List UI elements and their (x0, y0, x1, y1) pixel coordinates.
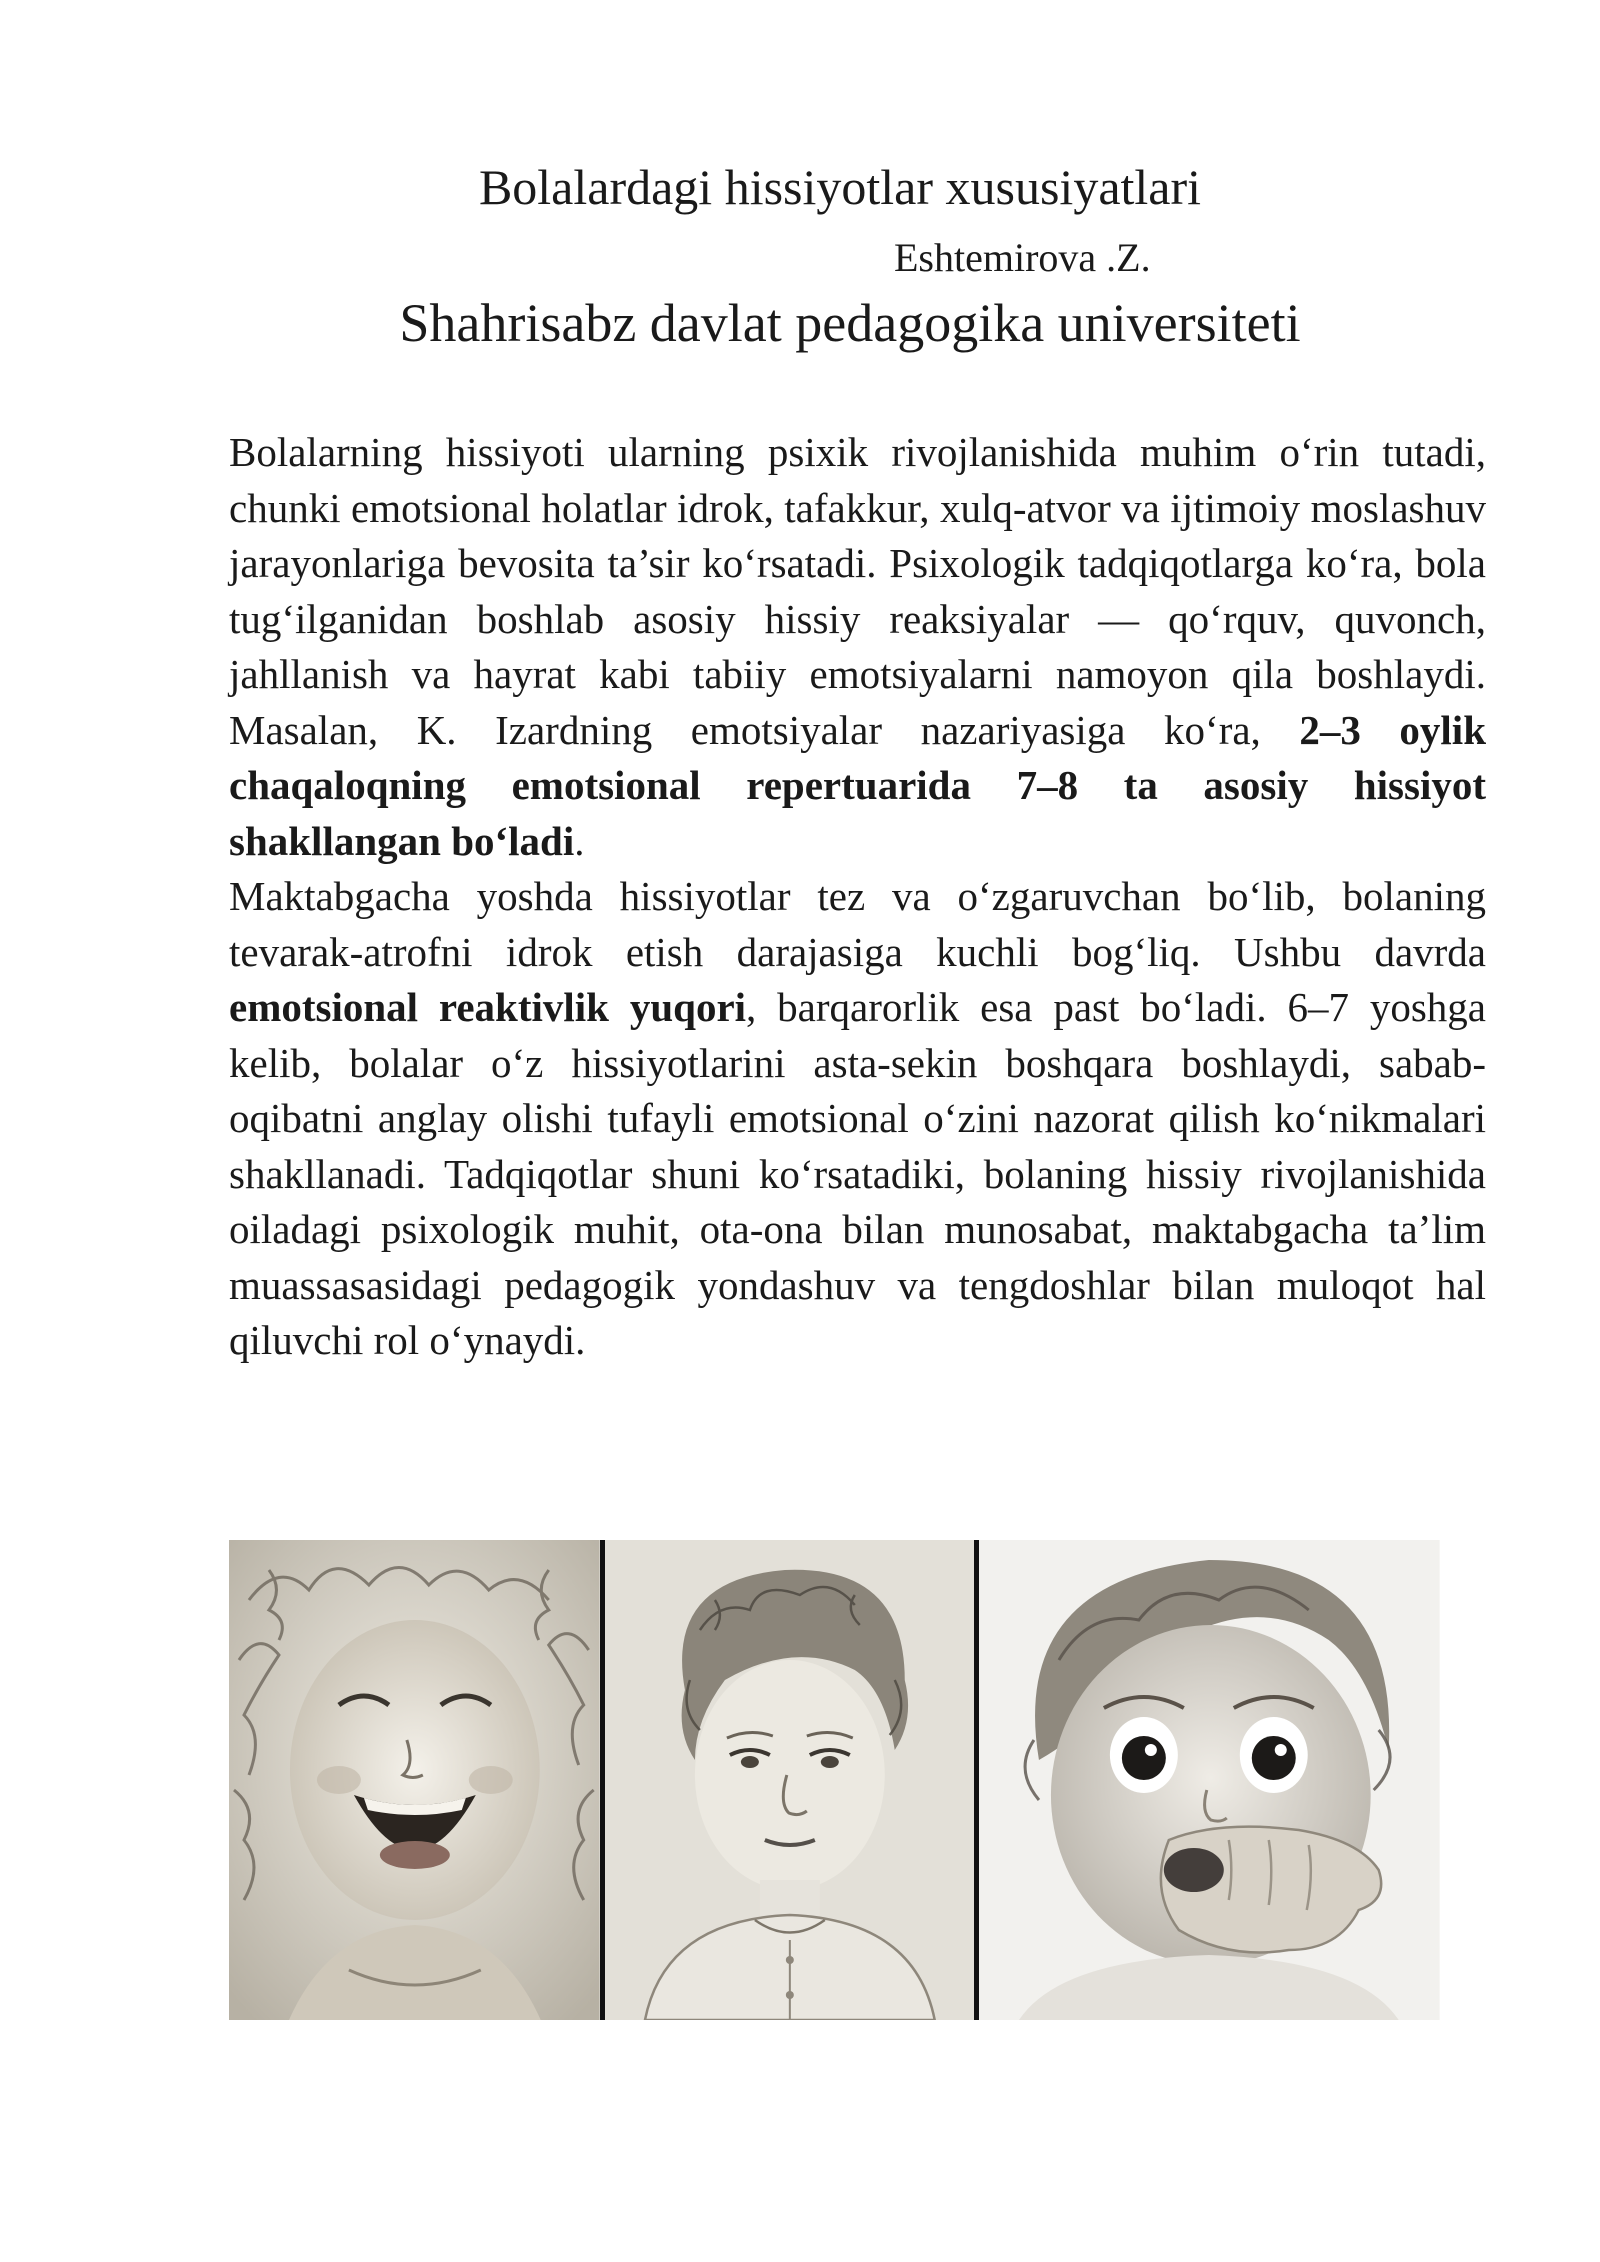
paragraph-2 (229, 869, 1486, 1369)
author-name: Eshtemirova .Z. (894, 235, 1151, 280)
laughing-child-drawing (229, 1540, 600, 2020)
surprised-child-image (979, 1540, 1440, 2020)
paragraph-1 (229, 425, 1486, 869)
paragraph-1-end: . (574, 817, 585, 864)
paragraph-1-emphasis: 2–3 oylik chaqaloqning emotsional repertuarida 7–8 ta asosiy hissiyot shakllangan bo‘ladi (229, 706, 1487, 864)
laughing-child-image (229, 1540, 600, 2020)
pensive-child-drawing (605, 1540, 975, 2020)
affiliation: Shahrisabz davlat pedagogika universiteti (399, 293, 1301, 353)
body-text (229, 425, 1486, 1369)
pensive-child-image (605, 1540, 975, 2020)
paragraph-2-emphasis: emotsional reaktivlik yuqori (229, 984, 747, 1030)
paragraph-1-text: Bolalarning hissiyoti ularning psixik rivojlanishida muhim o‘rin tutadi, chunki emotsional holatlar idrok, tafakkur, xulq-atvor va ijtimoiy moslashuv jarayonlariga bevosita ta’sir ko‘rsatadi. Psixologik tadqiqotlarga ko‘ra, bola tug‘ilganidan boshlab asosiy hissiy reaksiyalar — qo‘rquv, quvonch, jahllanish va hayrat kabi tabiiy emotsiyalarni namoyon qila boshlaydi. Masalan, K. Izardning emotsiyalar nazariyasiga ko‘ra, (229, 429, 1486, 753)
surprised-child-photo (979, 1540, 1440, 2020)
document-title: Bolalardagi hissiyotlar xususiyatlari (478, 159, 1202, 215)
paragraph-2-rest: , barqarorlik esa past bo‘ladi. 6–7 yoshga kelib, bolalar o‘z hissiyotlarini asta-sekin boshqara boshlaydi, sabab-oqibatni anglay olishi tufayli emotsional o‘zini nazorat qilish ko‘nikmalari shakllanadi. Tadqiqotlar shuni ko‘rsatadiki, bolaning hissiy rivojlanishida oiladagi psixologik muhit, ota-ona bilan munosabat, maktabgacha ta’lim muassasasidagi pedagogik yondashuv va tengdoshlar bilan muloqot hal qiluvchi rol o‘ynaydi. (229, 984, 1486, 1363)
illustration-strip (229, 1540, 1440, 2020)
paragraph-2-text: Maktabgacha yoshda hissiyotlar tez va o‘zgaruvchan bo‘lib, bolaning tevarak-atrofni idrok etish darajasiga kuchli bog‘liq. Ushbu davrda (229, 873, 1486, 975)
